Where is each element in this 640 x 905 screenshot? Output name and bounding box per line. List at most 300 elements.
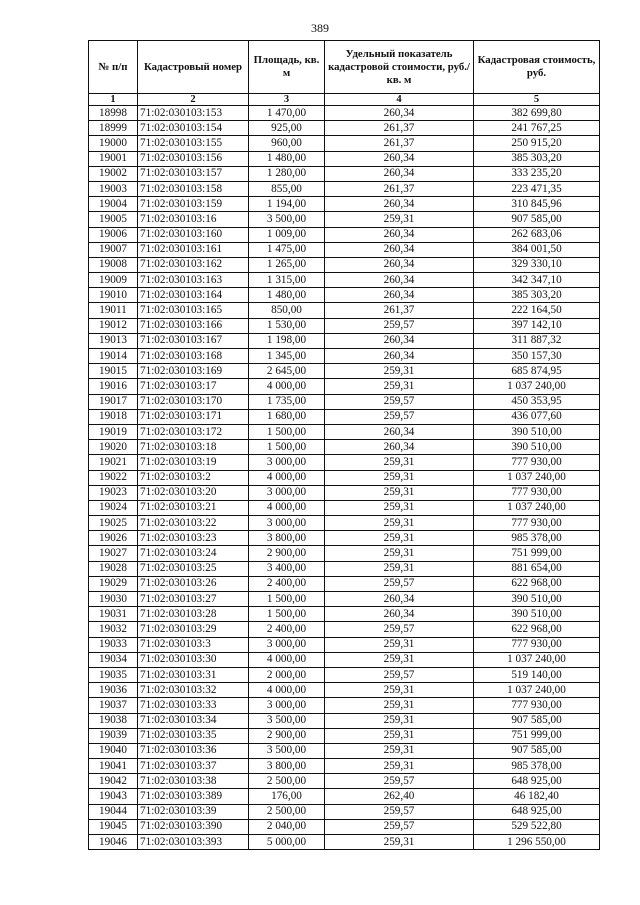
table-row bbox=[89, 667, 600, 682]
row-number-cell: 19039 bbox=[89, 728, 138, 743]
cadastral-value-cell: 385 303,20 bbox=[474, 288, 600, 303]
cadastral-number-cell: 71:02:030103:21 bbox=[138, 500, 249, 515]
cadastral-value-cell: 985 378,00 bbox=[474, 759, 600, 774]
row-number-cell: 19023 bbox=[89, 485, 138, 500]
cadastral-number-cell: 71:02:030103:30 bbox=[138, 652, 249, 667]
row-number-cell: 19043 bbox=[89, 789, 138, 804]
row-number-cell: 19020 bbox=[89, 440, 138, 455]
table-row bbox=[89, 622, 600, 637]
table-row bbox=[89, 394, 600, 409]
table-row bbox=[89, 835, 600, 850]
table-row bbox=[89, 652, 600, 667]
row-number-cell: 19006 bbox=[89, 227, 138, 242]
cadastral-number-cell: 71:02:030103:34 bbox=[138, 713, 249, 728]
row-number-cell: 19011 bbox=[89, 303, 138, 318]
table-row bbox=[89, 257, 600, 272]
header-cadastral-value: Кадастровая стоимость, руб. bbox=[474, 41, 600, 94]
cadastral-value-cell: 529 522,80 bbox=[474, 819, 600, 834]
table-row bbox=[89, 121, 600, 136]
cadastral-number-cell: 71:02:030103:31 bbox=[138, 667, 249, 682]
area-cell: 2 500,00 bbox=[249, 774, 325, 789]
unit-value-cell: 259,31 bbox=[325, 212, 474, 227]
cadastral-number-cell: 71:02:030103:154 bbox=[138, 121, 249, 136]
table-row bbox=[89, 242, 600, 257]
header-row-number: № п/п bbox=[89, 41, 138, 94]
column-number: 5 bbox=[474, 94, 600, 106]
unit-value-cell: 259,31 bbox=[325, 364, 474, 379]
unit-value-cell: 259,57 bbox=[325, 804, 474, 819]
area-cell: 1 680,00 bbox=[249, 409, 325, 424]
area-cell: 1 194,00 bbox=[249, 197, 325, 212]
cadastral-value-cell: 648 925,00 bbox=[474, 804, 600, 819]
area-cell: 1 480,00 bbox=[249, 288, 325, 303]
cadastral-number-cell: 71:02:030103:24 bbox=[138, 546, 249, 561]
cadastral-value-cell: 777 930,00 bbox=[474, 637, 600, 652]
table-row bbox=[89, 106, 600, 121]
table-row bbox=[89, 440, 600, 455]
unit-value-cell: 259,57 bbox=[325, 409, 474, 424]
cadastral-number-cell: 71:02:030103:26 bbox=[138, 576, 249, 591]
table-row bbox=[89, 592, 600, 607]
row-number-cell: 19013 bbox=[89, 333, 138, 348]
unit-value-cell: 259,31 bbox=[325, 561, 474, 576]
cadastral-value-cell: 777 930,00 bbox=[474, 455, 600, 470]
row-number-cell: 19018 bbox=[89, 409, 138, 424]
header-cadastral-number: Кадастровый номер bbox=[138, 41, 249, 94]
table-header bbox=[89, 41, 600, 106]
area-cell: 1 345,00 bbox=[249, 349, 325, 364]
unit-value-cell: 259,57 bbox=[325, 819, 474, 834]
cadastral-value-cell: 985 378,00 bbox=[474, 531, 600, 546]
row-number-cell: 19044 bbox=[89, 804, 138, 819]
unit-value-cell: 259,57 bbox=[325, 576, 474, 591]
row-number-cell: 19016 bbox=[89, 379, 138, 394]
cadastral-value-cell: 46 182,40 bbox=[474, 789, 600, 804]
row-number-cell: 19028 bbox=[89, 561, 138, 576]
row-number-cell: 19015 bbox=[89, 364, 138, 379]
table-row bbox=[89, 166, 600, 181]
table-row bbox=[89, 379, 600, 394]
row-number-cell: 19045 bbox=[89, 819, 138, 834]
cadastral-value-cell: 384 001,50 bbox=[474, 242, 600, 257]
cadastral-value-cell: 333 235,20 bbox=[474, 166, 600, 181]
unit-value-cell: 259,31 bbox=[325, 500, 474, 515]
cadastral-number-cell: 71:02:030103:38 bbox=[138, 774, 249, 789]
cadastral-value-cell: 622 968,00 bbox=[474, 622, 600, 637]
cadastral-number-cell: 71:02:030103:162 bbox=[138, 257, 249, 272]
cadastral-number-cell: 71:02:030103:23 bbox=[138, 531, 249, 546]
cadastral-value-cell: 648 925,00 bbox=[474, 774, 600, 789]
area-cell: 1 500,00 bbox=[249, 592, 325, 607]
row-number-cell: 19002 bbox=[89, 166, 138, 181]
cadastral-value-cell: 450 353,95 bbox=[474, 394, 600, 409]
unit-value-cell: 260,34 bbox=[325, 257, 474, 272]
row-number-cell: 19024 bbox=[89, 500, 138, 515]
cadastral-value-cell: 223 471,35 bbox=[474, 181, 600, 196]
unit-value-cell: 260,34 bbox=[325, 288, 474, 303]
cadastral-value-cell: 311 887,32 bbox=[474, 333, 600, 348]
area-cell: 5 000,00 bbox=[249, 835, 325, 850]
row-number-cell: 19019 bbox=[89, 424, 138, 439]
area-cell: 3 000,00 bbox=[249, 637, 325, 652]
cadastral-value-cell: 241 767,25 bbox=[474, 121, 600, 136]
cadastral-value-cell: 907 585,00 bbox=[474, 743, 600, 758]
area-cell: 2 500,00 bbox=[249, 804, 325, 819]
cadastral-number-cell: 71:02:030103:25 bbox=[138, 561, 249, 576]
unit-value-cell: 262,40 bbox=[325, 789, 474, 804]
table-row bbox=[89, 227, 600, 242]
cadastral-number-cell: 71:02:030103:165 bbox=[138, 303, 249, 318]
unit-value-cell: 260,34 bbox=[325, 166, 474, 181]
row-number-cell: 19025 bbox=[89, 516, 138, 531]
table-row bbox=[89, 181, 600, 196]
table-row bbox=[89, 789, 600, 804]
table-row bbox=[89, 364, 600, 379]
cadastral-value-cell: 622 968,00 bbox=[474, 576, 600, 591]
cadastral-value-cell: 382 699,80 bbox=[474, 106, 600, 121]
cadastral-number-cell: 71:02:030103:169 bbox=[138, 364, 249, 379]
unit-value-cell: 259,31 bbox=[325, 759, 474, 774]
area-cell: 3 400,00 bbox=[249, 561, 325, 576]
area-cell: 1 265,00 bbox=[249, 257, 325, 272]
cadastral-value-cell: 262 683,06 bbox=[474, 227, 600, 242]
table-row bbox=[89, 288, 600, 303]
cadastral-number-cell: 71:02:030103:167 bbox=[138, 333, 249, 348]
row-number-cell: 18999 bbox=[89, 121, 138, 136]
row-number-cell: 19008 bbox=[89, 257, 138, 272]
area-cell: 2 645,00 bbox=[249, 364, 325, 379]
cadastral-number-cell: 71:02:030103:157 bbox=[138, 166, 249, 181]
row-number-cell: 19036 bbox=[89, 683, 138, 698]
unit-value-cell: 259,31 bbox=[325, 728, 474, 743]
row-number-cell: 19012 bbox=[89, 318, 138, 333]
unit-value-cell: 260,34 bbox=[325, 592, 474, 607]
table-row bbox=[89, 607, 600, 622]
row-number-cell: 19033 bbox=[89, 637, 138, 652]
table-row bbox=[89, 349, 600, 364]
cadastral-number-cell: 71:02:030103:35 bbox=[138, 728, 249, 743]
area-cell: 1 500,00 bbox=[249, 440, 325, 455]
row-number-cell: 19034 bbox=[89, 652, 138, 667]
cadastral-value-cell: 342 347,10 bbox=[474, 273, 600, 288]
cadastral-number-cell: 71:02:030103:18 bbox=[138, 440, 249, 455]
page-number: 389 bbox=[311, 21, 329, 35]
cadastral-value-cell: 390 510,00 bbox=[474, 424, 600, 439]
area-cell: 3 800,00 bbox=[249, 531, 325, 546]
header-area: Площадь, кв. м bbox=[249, 41, 325, 94]
cadastral-number-cell: 71:02:030103:156 bbox=[138, 151, 249, 166]
area-cell: 3 000,00 bbox=[249, 698, 325, 713]
cadastral-value-cell: 1 037 240,00 bbox=[474, 500, 600, 515]
area-cell: 1 470,00 bbox=[249, 106, 325, 121]
cadastral-number-cell: 71:02:030103:36 bbox=[138, 743, 249, 758]
unit-value-cell: 260,34 bbox=[325, 227, 474, 242]
cadastral-number-cell: 71:02:030103:20 bbox=[138, 485, 249, 500]
row-number-cell: 19003 bbox=[89, 181, 138, 196]
row-number-cell: 19035 bbox=[89, 667, 138, 682]
cadastral-number-cell: 71:02:030103:172 bbox=[138, 424, 249, 439]
row-number-cell: 19038 bbox=[89, 713, 138, 728]
cadastral-value-cell: 390 510,00 bbox=[474, 607, 600, 622]
row-number-cell: 19014 bbox=[89, 349, 138, 364]
area-cell: 960,00 bbox=[249, 136, 325, 151]
unit-value-cell: 260,34 bbox=[325, 333, 474, 348]
table-row bbox=[89, 531, 600, 546]
cadastral-number-cell: 71:02:030103:37 bbox=[138, 759, 249, 774]
area-cell: 2 900,00 bbox=[249, 728, 325, 743]
cadastral-number-cell: 71:02:030103:19 bbox=[138, 455, 249, 470]
unit-value-cell: 259,31 bbox=[325, 743, 474, 758]
unit-value-cell: 260,34 bbox=[325, 151, 474, 166]
cadastral-number-cell: 71:02:030103:390 bbox=[138, 819, 249, 834]
table-row bbox=[89, 151, 600, 166]
table-row bbox=[89, 576, 600, 591]
cadastral-number-cell: 71:02:030103:160 bbox=[138, 227, 249, 242]
cadastral-number-cell: 71:02:030103:16 bbox=[138, 212, 249, 227]
table-row bbox=[89, 546, 600, 561]
area-cell: 4 000,00 bbox=[249, 379, 325, 394]
row-number-cell: 19030 bbox=[89, 592, 138, 607]
table-row bbox=[89, 728, 600, 743]
table-row bbox=[89, 333, 600, 348]
row-number-cell: 18998 bbox=[89, 106, 138, 121]
header-row bbox=[89, 41, 600, 94]
cadastral-number-cell: 71:02:030103:27 bbox=[138, 592, 249, 607]
table-row bbox=[89, 500, 600, 515]
area-cell: 2 040,00 bbox=[249, 819, 325, 834]
area-cell: 855,00 bbox=[249, 181, 325, 196]
cadastral-value-cell: 777 930,00 bbox=[474, 485, 600, 500]
cadastral-value-cell: 350 157,30 bbox=[474, 349, 600, 364]
row-number-cell: 19001 bbox=[89, 151, 138, 166]
column-number: 2 bbox=[138, 94, 249, 106]
cadastral-value-cell: 222 164,50 bbox=[474, 303, 600, 318]
row-number-cell: 19046 bbox=[89, 835, 138, 850]
cadastral-number-cell: 71:02:030103:161 bbox=[138, 242, 249, 257]
cadastral-number-cell: 71:02:030103:168 bbox=[138, 349, 249, 364]
unit-value-cell: 260,34 bbox=[325, 273, 474, 288]
unit-value-cell: 259,31 bbox=[325, 713, 474, 728]
area-cell: 4 000,00 bbox=[249, 683, 325, 698]
area-cell: 1 009,00 bbox=[249, 227, 325, 242]
unit-value-cell: 259,31 bbox=[325, 683, 474, 698]
area-cell: 1 198,00 bbox=[249, 333, 325, 348]
table-row bbox=[89, 197, 600, 212]
cadastral-value-cell: 777 930,00 bbox=[474, 516, 600, 531]
table-row bbox=[89, 774, 600, 789]
area-cell: 1 735,00 bbox=[249, 394, 325, 409]
area-cell: 4 000,00 bbox=[249, 500, 325, 515]
unit-value-cell: 259,57 bbox=[325, 622, 474, 637]
table-row bbox=[89, 637, 600, 652]
unit-value-cell: 260,34 bbox=[325, 424, 474, 439]
cadastral-number-cell: 71:02:030103:3 bbox=[138, 637, 249, 652]
unit-value-cell: 261,37 bbox=[325, 136, 474, 151]
table-body bbox=[89, 106, 600, 850]
column-number: 4 bbox=[325, 94, 474, 106]
area-cell: 1 500,00 bbox=[249, 607, 325, 622]
unit-value-cell: 259,31 bbox=[325, 546, 474, 561]
unit-value-cell: 259,57 bbox=[325, 318, 474, 333]
cadastral-number-cell: 71:02:030103:33 bbox=[138, 698, 249, 713]
area-cell: 3 000,00 bbox=[249, 485, 325, 500]
row-number-cell: 19029 bbox=[89, 576, 138, 591]
row-number-cell: 19005 bbox=[89, 212, 138, 227]
row-number-cell: 19027 bbox=[89, 546, 138, 561]
cadastral-number-cell: 71:02:030103:166 bbox=[138, 318, 249, 333]
cadastral-value-cell: 397 142,10 bbox=[474, 318, 600, 333]
row-number-cell: 19032 bbox=[89, 622, 138, 637]
row-number-cell: 19004 bbox=[89, 197, 138, 212]
unit-value-cell: 260,34 bbox=[325, 607, 474, 622]
cadastral-number-cell: 71:02:030103:164 bbox=[138, 288, 249, 303]
cadastral-value-cell: 751 999,00 bbox=[474, 728, 600, 743]
unit-value-cell: 261,37 bbox=[325, 181, 474, 196]
unit-value-cell: 259,31 bbox=[325, 637, 474, 652]
unit-value-cell: 260,34 bbox=[325, 242, 474, 257]
row-number-cell: 19037 bbox=[89, 698, 138, 713]
header-unit-value: Удельный показатель кадастровой стоимости, руб./кв. м bbox=[325, 41, 474, 94]
unit-value-cell: 260,34 bbox=[325, 106, 474, 121]
cadastral-number-cell: 71:02:030103:155 bbox=[138, 136, 249, 151]
area-cell: 3 500,00 bbox=[249, 743, 325, 758]
unit-value-cell: 261,37 bbox=[325, 303, 474, 318]
table-row bbox=[89, 212, 600, 227]
cadastral-value-cell: 250 915,20 bbox=[474, 136, 600, 151]
cadastral-value-cell: 519 140,00 bbox=[474, 667, 600, 682]
cadastral-value-cell: 1 037 240,00 bbox=[474, 683, 600, 698]
column-number: 3 bbox=[249, 94, 325, 106]
cadastral-value-cell: 390 510,00 bbox=[474, 440, 600, 455]
cadastral-value-cell: 1 037 240,00 bbox=[474, 379, 600, 394]
area-cell: 4 000,00 bbox=[249, 470, 325, 485]
table-row bbox=[89, 455, 600, 470]
table-row bbox=[89, 273, 600, 288]
table-row bbox=[89, 409, 600, 424]
area-cell: 3 500,00 bbox=[249, 713, 325, 728]
row-number-cell: 19031 bbox=[89, 607, 138, 622]
row-number-cell: 19009 bbox=[89, 273, 138, 288]
cadastral-number-cell: 71:02:030103:153 bbox=[138, 106, 249, 121]
unit-value-cell: 260,34 bbox=[325, 349, 474, 364]
area-cell: 2 400,00 bbox=[249, 576, 325, 591]
table-row bbox=[89, 713, 600, 728]
area-cell: 1 475,00 bbox=[249, 242, 325, 257]
cadastral-number-cell: 71:02:030103:170 bbox=[138, 394, 249, 409]
row-number-cell: 19026 bbox=[89, 531, 138, 546]
area-cell: 3 000,00 bbox=[249, 516, 325, 531]
row-number-cell: 19041 bbox=[89, 759, 138, 774]
area-cell: 2 400,00 bbox=[249, 622, 325, 637]
unit-value-cell: 259,31 bbox=[325, 470, 474, 485]
table-row bbox=[89, 561, 600, 576]
unit-value-cell: 259,31 bbox=[325, 835, 474, 850]
cadastral-value-cell: 310 845,96 bbox=[474, 197, 600, 212]
table-row bbox=[89, 804, 600, 819]
cadastral-number-cell: 71:02:030103:158 bbox=[138, 181, 249, 196]
table-row bbox=[89, 470, 600, 485]
cadastral-value-cell: 1 037 240,00 bbox=[474, 652, 600, 667]
cadastral-value-table bbox=[88, 40, 600, 850]
cadastral-number-cell: 71:02:030103:39 bbox=[138, 804, 249, 819]
table-row bbox=[89, 303, 600, 318]
cadastral-value-cell: 907 585,00 bbox=[474, 713, 600, 728]
area-cell: 1 280,00 bbox=[249, 166, 325, 181]
area-cell: 4 000,00 bbox=[249, 652, 325, 667]
area-cell: 1 480,00 bbox=[249, 151, 325, 166]
unit-value-cell: 259,31 bbox=[325, 379, 474, 394]
table-row bbox=[89, 136, 600, 151]
unit-value-cell: 259,31 bbox=[325, 652, 474, 667]
table-row bbox=[89, 485, 600, 500]
cadastral-value-cell: 685 874,95 bbox=[474, 364, 600, 379]
cadastral-number-cell: 71:02:030103:32 bbox=[138, 683, 249, 698]
area-cell: 850,00 bbox=[249, 303, 325, 318]
table-row bbox=[89, 424, 600, 439]
unit-value-cell: 259,31 bbox=[325, 455, 474, 470]
row-number-cell: 19000 bbox=[89, 136, 138, 151]
area-cell: 1 315,00 bbox=[249, 273, 325, 288]
area-cell: 2 900,00 bbox=[249, 546, 325, 561]
table-row bbox=[89, 683, 600, 698]
table-row bbox=[89, 759, 600, 774]
unit-value-cell: 261,37 bbox=[325, 121, 474, 136]
column-number-row bbox=[89, 94, 600, 106]
unit-value-cell: 260,34 bbox=[325, 440, 474, 455]
area-cell: 1 530,00 bbox=[249, 318, 325, 333]
table-row bbox=[89, 819, 600, 834]
area-cell: 176,00 bbox=[249, 789, 325, 804]
column-number: 1 bbox=[89, 94, 138, 106]
cadastral-number-cell: 71:02:030103:2 bbox=[138, 470, 249, 485]
area-cell: 1 500,00 bbox=[249, 424, 325, 439]
unit-value-cell: 259,31 bbox=[325, 516, 474, 531]
cadastral-value-cell: 329 330,10 bbox=[474, 257, 600, 272]
row-number-cell: 19010 bbox=[89, 288, 138, 303]
cadastral-value-cell: 751 999,00 bbox=[474, 546, 600, 561]
cadastral-value-cell: 1 296 550,00 bbox=[474, 835, 600, 850]
unit-value-cell: 259,31 bbox=[325, 531, 474, 546]
cadastral-value-cell: 881 654,00 bbox=[474, 561, 600, 576]
table-row bbox=[89, 516, 600, 531]
cadastral-number-cell: 71:02:030103:163 bbox=[138, 273, 249, 288]
area-cell: 2 000,00 bbox=[249, 667, 325, 682]
unit-value-cell: 259,31 bbox=[325, 485, 474, 500]
cadastral-number-cell: 71:02:030103:29 bbox=[138, 622, 249, 637]
row-number-cell: 19017 bbox=[89, 394, 138, 409]
table-row bbox=[89, 698, 600, 713]
row-number-cell: 19022 bbox=[89, 470, 138, 485]
cadastral-value-cell: 390 510,00 bbox=[474, 592, 600, 607]
cadastral-value-cell: 907 585,00 bbox=[474, 212, 600, 227]
table-row bbox=[89, 318, 600, 333]
table-row bbox=[89, 743, 600, 758]
row-number-cell: 19021 bbox=[89, 455, 138, 470]
unit-value-cell: 259,31 bbox=[325, 698, 474, 713]
area-cell: 3 800,00 bbox=[249, 759, 325, 774]
cadastral-number-cell: 71:02:030103:17 bbox=[138, 379, 249, 394]
unit-value-cell: 259,57 bbox=[325, 394, 474, 409]
unit-value-cell: 260,34 bbox=[325, 197, 474, 212]
cadastral-number-cell: 71:02:030103:171 bbox=[138, 409, 249, 424]
cadastral-number-cell: 71:02:030103:28 bbox=[138, 607, 249, 622]
row-number-cell: 19040 bbox=[89, 743, 138, 758]
cadastral-number-cell: 71:02:030103:393 bbox=[138, 835, 249, 850]
unit-value-cell: 259,57 bbox=[325, 774, 474, 789]
cadastral-value-cell: 777 930,00 bbox=[474, 698, 600, 713]
row-number-cell: 19042 bbox=[89, 774, 138, 789]
unit-value-cell: 259,57 bbox=[325, 667, 474, 682]
